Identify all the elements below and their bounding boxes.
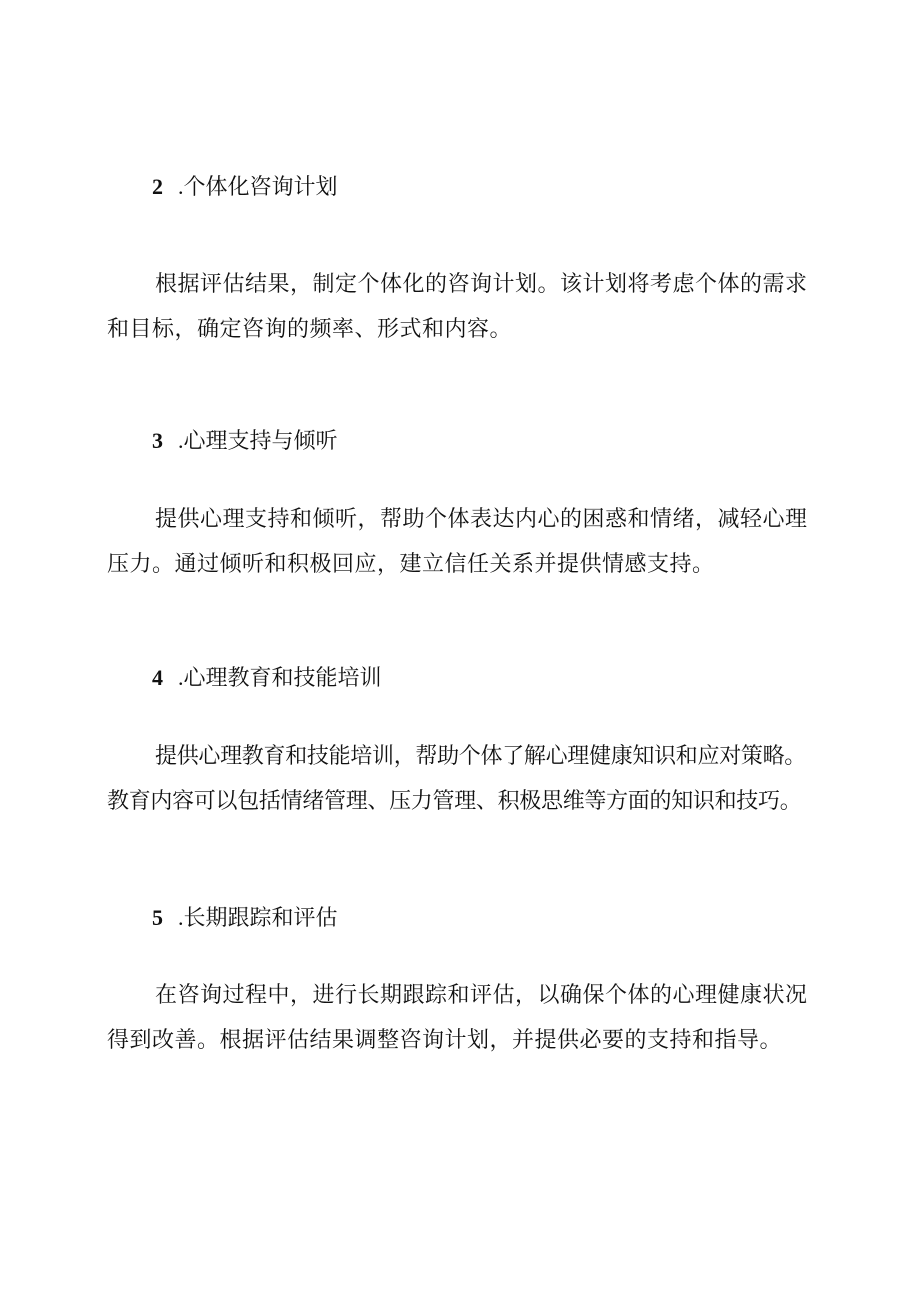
section-title: .长期跟踪和评估: [178, 905, 338, 930]
paragraph-line: 压力。通过倾听和积极回应，建立信任关系并提供情感支持。: [107, 552, 715, 577]
section-paragraph-2: [107, 262, 827, 352]
section-number: 2: [152, 174, 163, 199]
section-heading-4: [152, 664, 382, 693]
section-paragraph-3: [107, 497, 827, 587]
section-number: 4: [152, 665, 163, 690]
section-heading-3: [152, 427, 338, 456]
section-heading-2: [152, 173, 338, 202]
section-paragraph-4: [107, 734, 837, 824]
paragraph-line: 在咨询过程中，进行长期跟踪和评估，以确保个体的心理健康状况: [155, 983, 808, 1008]
section-number: 5: [152, 905, 163, 930]
paragraph-line: 提供心理教育和技能培训，帮助个体了解心理健康知识和应对策略。: [155, 744, 807, 769]
section-title: .心理支持与倾听: [178, 428, 338, 453]
section-title: .心理教育和技能培训: [178, 665, 382, 690]
section-number: 3: [152, 428, 163, 453]
paragraph-line: 和目标，确定咨询的频率、形式和内容。: [107, 317, 513, 342]
paragraph-line: 根据评估结果，制定个体化的咨询计划。该计划将考虑个体的需求: [155, 272, 808, 297]
section-heading-5: [152, 904, 338, 933]
paragraph-line: 提供心理支持和倾听，帮助个体表达内心的困惑和情绪，减轻心理: [155, 507, 808, 532]
section-paragraph-5: [107, 973, 827, 1063]
paragraph-line: 得到改善。根据评估结果调整咨询计划，并提供必要的支持和指导。: [107, 1028, 783, 1053]
paragraph-line: 教育内容可以包括情绪管理、压力管理、积极思维等方面的知识和技巧。: [107, 789, 802, 814]
section-title: .个体化咨询计划: [178, 174, 338, 199]
